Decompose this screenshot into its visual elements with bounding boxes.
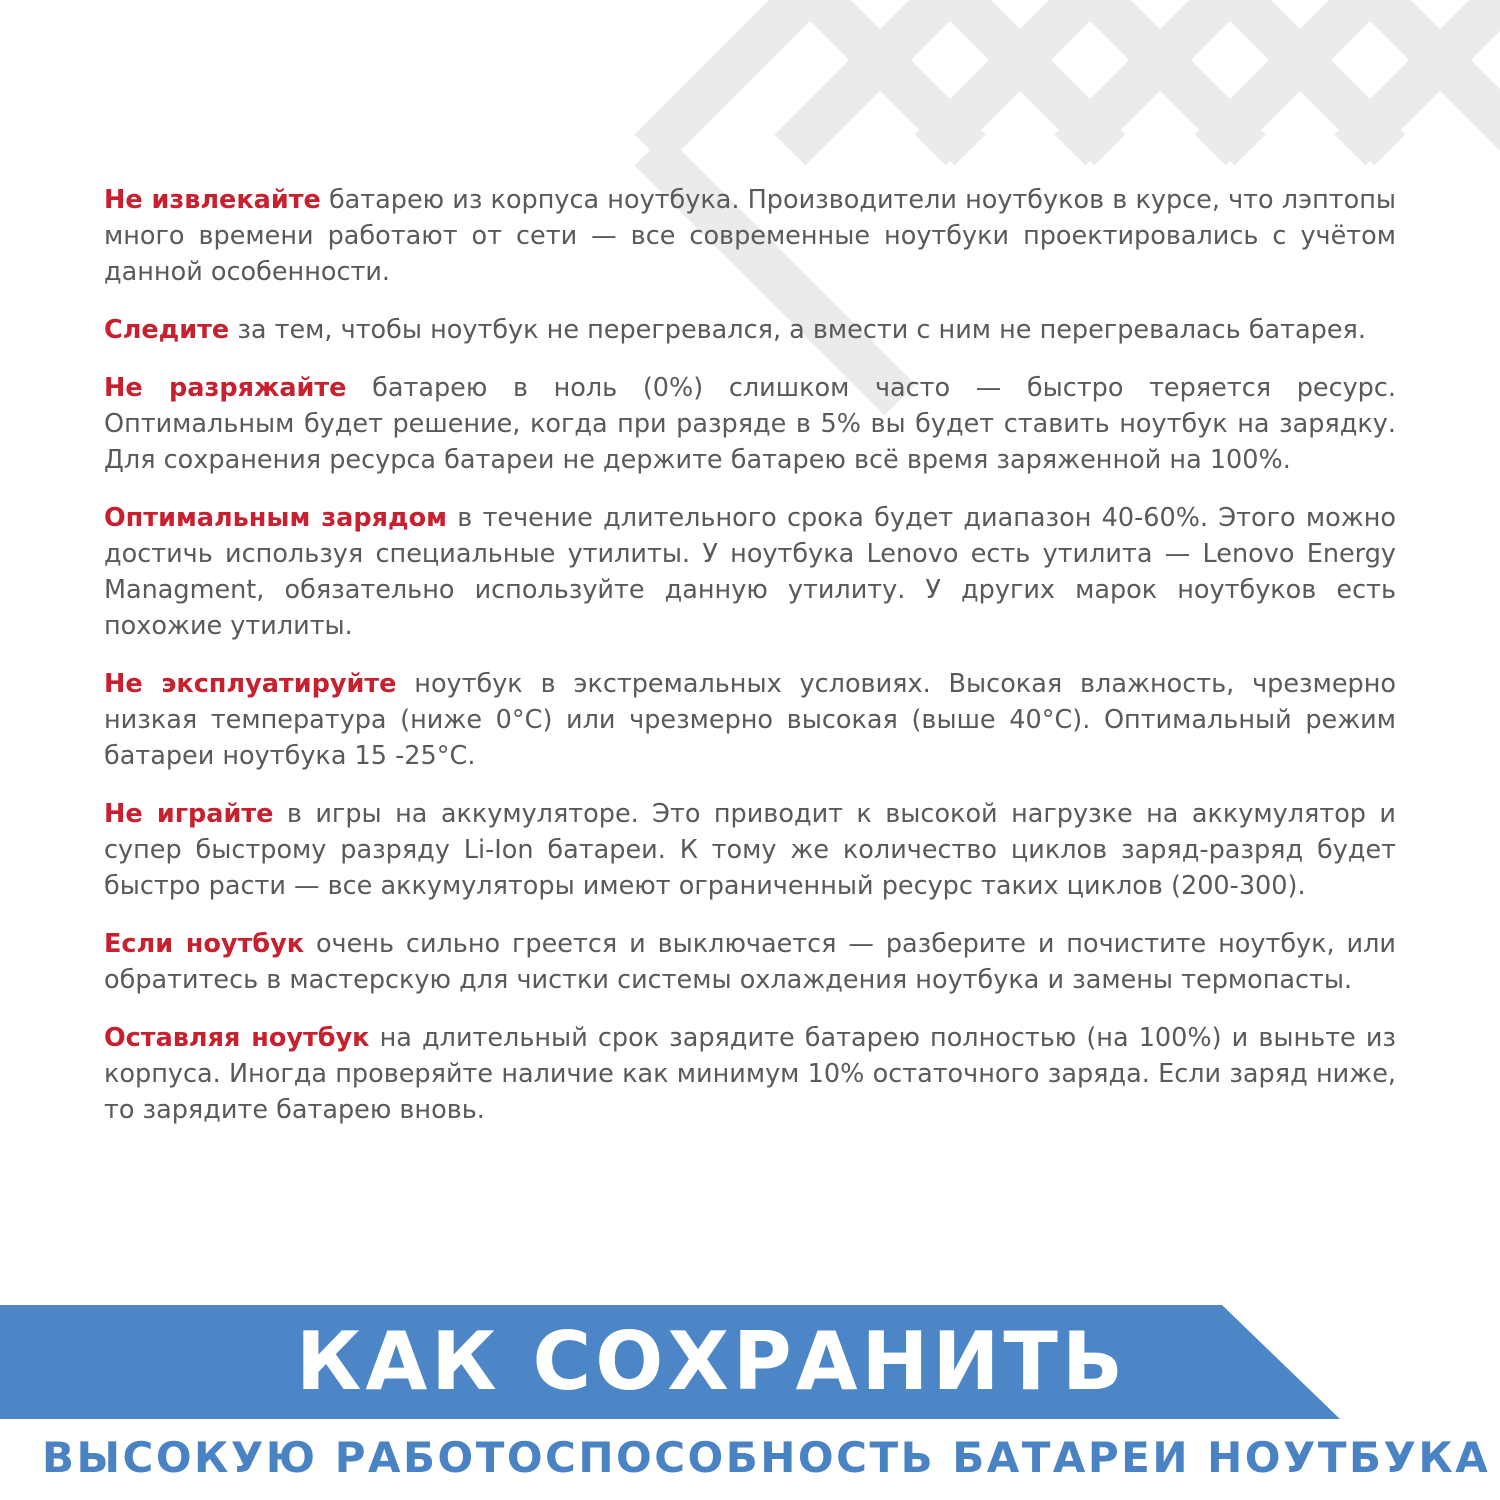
tip-item [104,666,1396,774]
tip-text: на длительный срок зарядите батарею полностью (на 100%) и выньте из корпуса. Иногда проверяйте наличие как минимум 10% остаточного заряда. Если заряд ниже, то зарядите батарею вновь. [104,1023,1396,1125]
tips-list [104,182,1396,1150]
banner-title: КАК СОХРАНИТЬ [296,1315,1127,1408]
tip-text: очень сильно греется и выключается — разберите и почистите ноутбук, или обратитесь в мастерскую для чистки системы охлаждения ноутбука и замены термопасты. [104,929,1397,995]
tip-item [104,500,1396,644]
tip-lead: Не разряжайте [104,373,347,403]
tip-lead: Если ноутбук [104,929,305,959]
tip-item [104,370,1396,478]
tip-text: батарею из корпуса ноутбука. Производители ноутбуков в курсе, что лэптопы много времени работают от сети — все современные ноутбуки проектировались с учётом данной особенности. [104,185,1397,287]
tip-item [104,796,1396,904]
tip-lead: Оптимальным зарядом [104,503,447,533]
tip-lead: Не извлекайте [104,185,321,215]
tip-lead: Следите [104,315,230,345]
tip-text: в игры на аккумуляторе. Это приводит к высокой нагрузке на аккумулятор и супер быстрому разряду Li-Ion батареи. К тому же количество циклов заряд-разряд будет быстро расти — все аккумуляторы имеют ограниченный ресурс таких циклов (200-300). [104,799,1397,901]
tip-lead: Оставляя ноутбук [104,1023,370,1053]
tip-lead: Не эксплуатируйте [104,669,397,699]
tip-text: ноутбук в экстремальных условиях. Высокая влажность, чрезмерно низкая температура (ниже 0°С) или чрезмерно высокая (выше 40°С). Оптимальный режим батареи ноутбука 15 -25°С. [104,669,1396,771]
tip-lead: Не играйте [104,799,274,829]
tip-text: батарею в ноль (0%) слишком часто — быстро теряется ресурс. Оптимальным будет решение, когда при разряде в 5% вы будет ставить ноутбук на зарядку. Для сохранения ресурса батареи не держите батарею всё время заряженной на 100%. [104,373,1396,475]
tip-text: в течение длительного срока будет диапазон 40-60%. Этого можно достичь используя специальные утилиты. У ноутбука Lenovo есть утилита — Lenovo Energy Managment, обязательно используйте данную утилиту. У других марок ноутбуков есть похожие утилиты. [104,503,1396,641]
tip-text: за тем, чтобы ноутбук не перегревался, а вмести с ним не перегревалась батарея. [229,315,1366,345]
tip-item [104,1020,1396,1128]
tip-item [104,182,1396,290]
tip-item [104,312,1396,348]
banner-subtitle: ВЫСОКУЮ РАБОТОСПОСОБНОСТЬ БАТАРЕИ НОУТБУКА [42,1433,1491,1482]
tip-item [104,926,1396,998]
